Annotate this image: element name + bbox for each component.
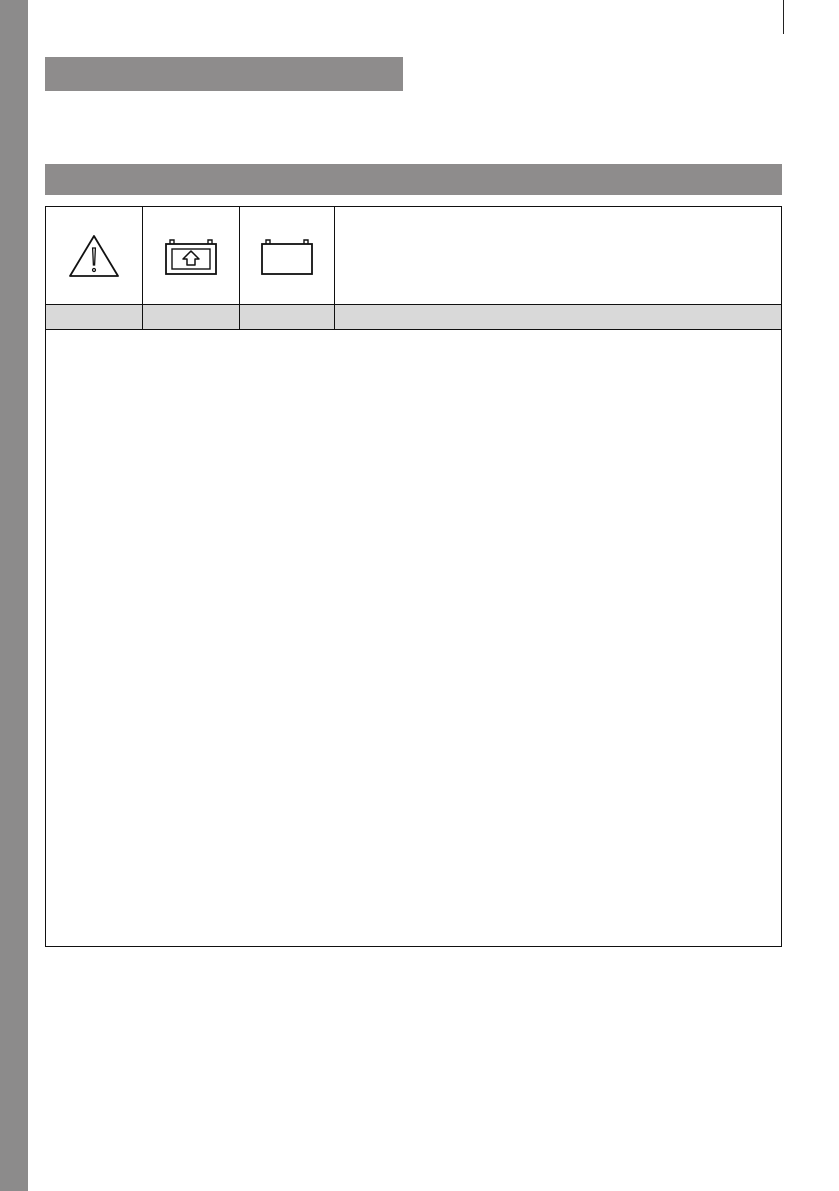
table-heading-bar [45,164,782,195]
charging-battery-icon [164,236,218,276]
page-edge-strip [0,0,28,1191]
subheader-battery [240,305,335,329]
table-header-row [46,207,781,305]
header-charging-cell [143,207,240,304]
section-heading-bar [45,57,403,91]
header-battery-cell [240,207,335,304]
battery-icon [260,236,314,276]
header-warning-cell [46,207,143,304]
subheader-description [335,305,781,329]
crop-mark [783,0,784,34]
legend-cell [335,207,781,304]
table-subheader-row [46,305,781,330]
warning-triangle-icon [67,232,121,280]
led-status-table [45,206,782,947]
subheader-warning [46,305,143,329]
subheader-charging [143,305,240,329]
